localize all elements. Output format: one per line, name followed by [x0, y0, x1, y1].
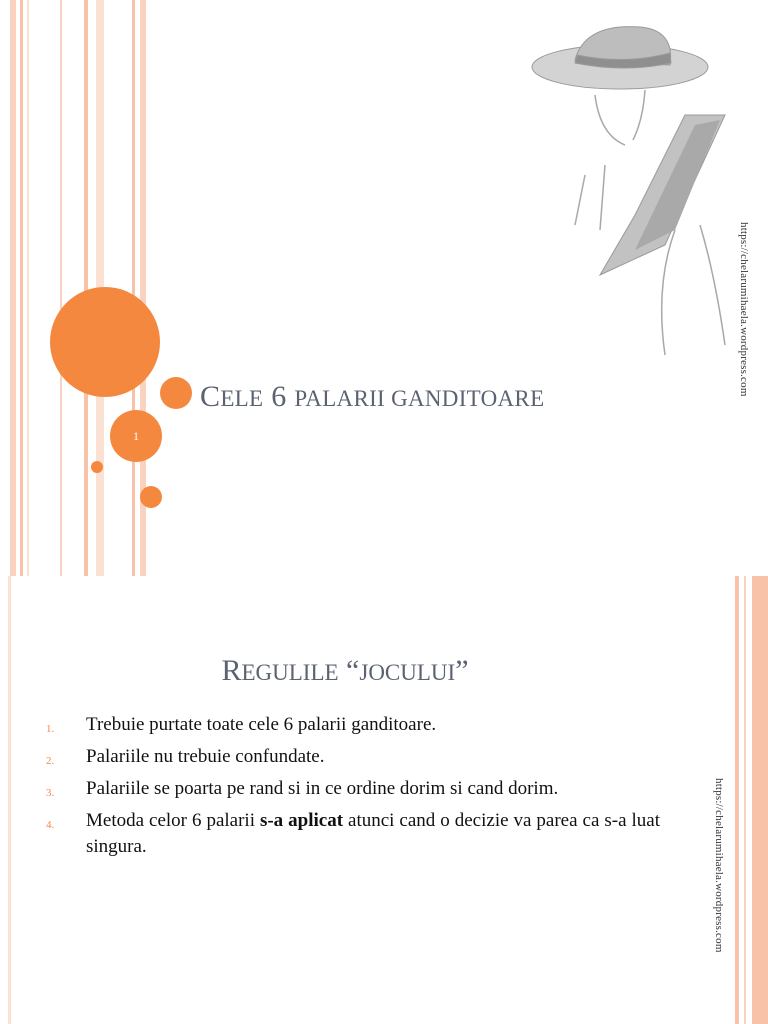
list-item-number: 3. [46, 787, 55, 799]
rules-list [40, 712, 660, 866]
decorative-stripe [10, 0, 16, 576]
decorative-stripe [20, 0, 23, 576]
decorative-circle-small [91, 461, 103, 473]
list-item [40, 776, 660, 802]
list-item-number: 2. [46, 755, 55, 767]
title-quoted-word: JOCULUI [359, 660, 456, 685]
hat-man-sketch-illustration [525, 15, 740, 365]
decorative-circle [140, 486, 162, 508]
slide-title [200, 380, 544, 414]
side-url: https://chelarumihaela.wordpress.com [713, 778, 725, 953]
list-item-text: Trebuie purtate toate cele 6 palarii ganditoare. [86, 714, 437, 735]
list-item [40, 712, 660, 738]
list-item-number: 1. [46, 723, 55, 735]
title-rest: PALARII GANDITOARE [294, 386, 545, 411]
list-item [40, 744, 660, 770]
title-word: EGULILE [241, 660, 339, 685]
decorative-stripe [84, 0, 88, 576]
title-initial: C [200, 380, 221, 413]
list-item-bold: s-a aplicat [259, 810, 344, 831]
list-item-text-before: Metoda celor 6 palarii [86, 810, 260, 831]
title-quote-close: ” [455, 654, 469, 687]
slide-number: 1 [133, 429, 139, 443]
list-item [40, 808, 660, 860]
decorative-stripe [132, 0, 135, 576]
title-number: 6 [271, 380, 287, 413]
decorative-stripe [744, 576, 746, 1024]
decorative-stripe [27, 0, 29, 576]
side-url: https://chelarumihaela.wordpress.com [738, 222, 750, 397]
title-word: ELE [220, 386, 264, 411]
decorative-stripe [752, 576, 768, 1024]
decorative-stripe [8, 576, 11, 1024]
slide-title [0, 654, 690, 688]
list-item-text: Palariile nu trebuie confundate. [86, 746, 325, 767]
list-item-number: 4. [46, 819, 55, 831]
decorative-circle-large [50, 287, 160, 397]
list-item-text-after: atunci cand o decizie va parea ca s-a luat singura. [86, 810, 660, 857]
decorative-stripe [60, 0, 62, 576]
title-initial: R [221, 654, 242, 687]
decorative-stripe [735, 576, 739, 1024]
list-item-text: Palariile se poarta pe rand si in ce ordine dorim si cand dorim. [86, 778, 559, 799]
decorative-circle [160, 377, 192, 409]
title-quote-open: “ [346, 654, 360, 687]
